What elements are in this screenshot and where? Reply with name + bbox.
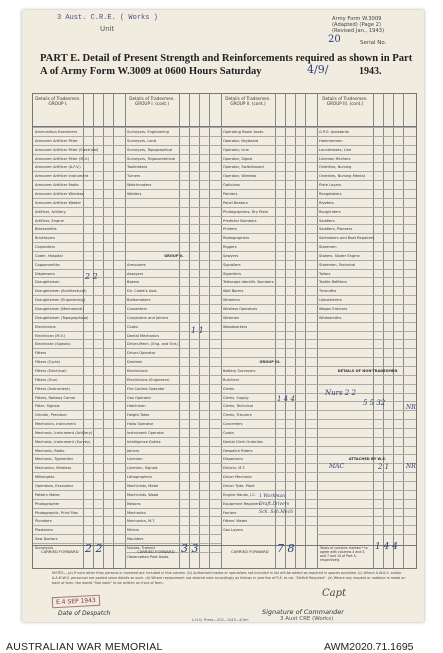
- row-label: Machinists, Metal: [127, 484, 159, 488]
- row-label: Operating Room Assts.: [223, 130, 265, 134]
- row-label: Saddlers: [319, 218, 335, 223]
- row-label: [221, 351, 223, 355]
- signature-label: Signature of Commander: [262, 608, 344, 616]
- row-label: [317, 537, 319, 541]
- row-label: Mechanic, Instrument (Artillery): [35, 430, 93, 435]
- row-label: [317, 351, 319, 355]
- row-label: Operator, Line: [223, 147, 249, 152]
- row-label: Mechanics: [127, 510, 146, 515]
- row-label: Artificer, Engine: [35, 218, 64, 223]
- ink-driver-mech: 1 1: [191, 326, 204, 335]
- row-label: [125, 210, 127, 214]
- row-label: Observation Post Assts.: [127, 554, 170, 559]
- row-label: Surveyors, Land: [127, 138, 157, 143]
- row-label: Clerks, Trisurers: [223, 413, 252, 418]
- row-label: Photographer: [35, 501, 60, 506]
- document-sheet: [22, 10, 424, 622]
- row-label: [125, 236, 127, 240]
- serial-label: Serial No.: [360, 40, 387, 46]
- row-label: Telescope Identifs. Numbers: [223, 280, 274, 285]
- row-label: Joiners: [127, 448, 140, 453]
- row-label: Riveters: [319, 200, 334, 205]
- row-label: Laundresses, Line: [319, 147, 352, 152]
- row-label: [317, 475, 319, 479]
- row-label: Stokers, Stoker Engine: [319, 253, 360, 258]
- row-label: Concreters: [223, 422, 243, 427]
- row-label: Dir. Cadet's Asst.: [127, 289, 158, 294]
- row-label: [317, 431, 319, 435]
- row-label: Coder, Hospital: [35, 253, 63, 258]
- ink-numbers: 5 5 32: [363, 399, 386, 407]
- row-label: Saddlers, Pioneers: [319, 227, 353, 232]
- row-label: GROUP II.: [164, 253, 184, 258]
- row-label: ATTACHED BY W.E.: [348, 457, 387, 462]
- row-label: Electrician (M.V.): [35, 333, 66, 338]
- row-label: Signallers: [223, 262, 241, 267]
- row-label: Draughtsmen: [35, 280, 60, 285]
- row-label: Carpenters: [127, 307, 147, 311]
- carried-forward-1: CARRIED FORWARD: [41, 549, 79, 554]
- year: 1943.: [359, 66, 382, 77]
- row-label: Instrument Operator: [127, 430, 165, 435]
- row-label: Bakers: [127, 280, 140, 285]
- form-ref-line3: (Revised Jan., 1943): [332, 28, 385, 34]
- row-label: Photographic, Print Plan: [35, 510, 79, 515]
- row-label: Assayers: [127, 271, 144, 276]
- row-label: [317, 404, 319, 408]
- row-label: Driver-Mech. (Eng. and Ord.): [127, 342, 179, 347]
- row-label: Tailors: [319, 271, 331, 276]
- row-label: Toolmakers: [127, 165, 148, 170]
- date-of-despatch-label: Date of Despatch: [58, 610, 111, 617]
- row-label: Dental Mechanics: [127, 333, 159, 338]
- row-label: Boilermakers: [127, 298, 151, 303]
- row-label: Draughtsmen (Topographical): [35, 315, 89, 320]
- row-label: Equipment Repairers: [223, 501, 261, 506]
- row-label: Clerks: [223, 386, 235, 391]
- row-label: Engine Hands, I.C.: [223, 492, 256, 497]
- table-row: [221, 525, 317, 534]
- row-label: Armourer Artificer Fitter (M.V.): [35, 156, 90, 161]
- row-label: Orderlies, Nursing Mental: [319, 174, 365, 179]
- row-label: Surveyors, Engineering: [127, 130, 169, 134]
- row-label: Dental Clerk Orderlies: [223, 439, 263, 444]
- row-label: Sigwriters: [223, 271, 241, 276]
- row-label: Despatch Riders: [223, 448, 253, 453]
- row-label: Ammunition Examiners: [35, 130, 77, 134]
- row-label: Roughriders: [319, 209, 341, 214]
- row-label: [317, 334, 319, 338]
- row-label: Masons: [127, 501, 141, 506]
- row-label: Operator, Switchboard: [223, 165, 264, 170]
- row-label: Driver-Operator: [127, 351, 156, 356]
- row-label: Storemen: [319, 245, 337, 250]
- ink-clerks: 1 4 4: [277, 395, 295, 403]
- row-label: Fitters (Gun): [35, 377, 58, 382]
- row-label: Wagon Erectors: [319, 307, 348, 311]
- row-label: Electrician (Signals): [35, 342, 71, 347]
- row-label: Welders: [127, 191, 142, 196]
- row-label: Electricians: [127, 368, 148, 373]
- row-label: [317, 325, 319, 329]
- row-label: Well Borers: [223, 289, 244, 294]
- page-title: PART E. Detail of Present Strength and Reinforcements required as shown in Part A of Army Form W.3009 at 0600 Hours Saturday: [40, 53, 413, 77]
- row-label: Dispensers: [35, 271, 55, 276]
- row-label: Turners: [127, 174, 141, 179]
- row-label: [317, 413, 319, 417]
- footer-accession-number: AWM2020.71.1695: [324, 641, 414, 653]
- row-label: Gas Layers: [223, 528, 243, 533]
- row-label: [317, 440, 319, 444]
- form-reference: [332, 16, 384, 34]
- row-label: Mechanic, Typewriter: [35, 457, 74, 462]
- col1-header: Details of Tradesmen. GROUP I.: [35, 96, 81, 106]
- row-label: [317, 493, 319, 497]
- row-label: Woodworkers: [223, 324, 248, 329]
- unit-value: 3 Aust. C.R.E. ( Works ): [57, 14, 158, 22]
- row-label: Storemen, Technical: [319, 262, 356, 267]
- row-label: Draimen: [127, 360, 143, 365]
- row-label: [317, 378, 319, 382]
- row-label: Pattern Maker: [35, 492, 61, 497]
- row-label: Coppersmiths: [35, 262, 60, 267]
- row-label: Fitters' Mates: [223, 519, 248, 524]
- row-label: [317, 502, 319, 506]
- ink-attached-label: MAC: [329, 463, 345, 470]
- table-row: [317, 534, 416, 543]
- carried-forward-3: CARRIED FORWARD: [231, 549, 269, 554]
- ink-nr-1: NR: [406, 404, 416, 411]
- printer-imprint: L.H.Q. Press—202—5/43—4/3m: [192, 618, 249, 622]
- row-label: Gas Operator: [127, 395, 152, 400]
- row-label: [317, 360, 319, 364]
- row-label: [125, 219, 127, 223]
- row-label: Mechanics, M.T.: [127, 519, 156, 524]
- row-label: Riggers: [223, 245, 237, 250]
- row-label: Lineman Hitchers: [319, 156, 351, 161]
- strength-table: [32, 93, 417, 569]
- row-label: Plate Layers: [319, 183, 342, 188]
- row-label: Radiographers: [223, 236, 250, 241]
- row-label: [317, 484, 319, 488]
- signature-handwritten: Capt: [322, 588, 347, 599]
- row-label: Clerks, Supply: [223, 395, 249, 400]
- row-label: Mechanics, Wireless: [35, 466, 72, 471]
- row-label: Butchers: [223, 377, 239, 382]
- row-label: G.P.O. Assistants: [319, 130, 349, 134]
- row-label: Hatchman: [127, 404, 146, 409]
- row-label: Linemen: [127, 457, 143, 462]
- row-label: Cooks: [127, 324, 138, 329]
- row-label: Linemen, Signals: [127, 466, 158, 471]
- carry-value-2: 3 3: [181, 542, 199, 555]
- row-label: Miners: [127, 528, 139, 533]
- row-label: Surveyors: [35, 545, 54, 550]
- row-label: Armourer Artificer (A.F.V.): [35, 165, 81, 170]
- row-label: DETAILS OF NON-TRADESMEN: [337, 368, 398, 373]
- ink-nr-2: NR: [406, 463, 416, 470]
- row-label: Carpenters: [35, 245, 55, 250]
- row-label: [125, 227, 127, 231]
- notes: NOTES.—(a) If such other than persons in involved are included in this column. (b) Authorised trades or specialists not included in list will be added as required in spaces provided. (c) Where A.W.A.S. and/or A.A.M.W.S. personnel are posted show details as such. (d) Where replacement not desired note accordingly as follows in yearline of R.E. to col. "Deficit Required". (e) Where any request or notation is made on back of form, the words "See back" to be written on front of form.: [52, 571, 406, 585]
- row-label: Wheelers: [223, 298, 240, 303]
- row-label: Armourers: [127, 262, 146, 267]
- row-label: Orderlies, Nursing: [319, 165, 352, 170]
- row-label: [317, 449, 319, 453]
- row-label: Armourer Artificer Radio: [35, 183, 79, 188]
- row-label: Electricians (Engineers): [127, 377, 170, 382]
- row-label: Operator, Signal: [223, 156, 253, 161]
- signature-unit: 3 Aust CRE (Works): [280, 616, 334, 622]
- ink-nurses: Nurs 2 2: [325, 389, 356, 397]
- totals-note: Totals of columns marked * to agree with columns 4 and 5, and 7 and 10 of Part A, respectively.: [320, 546, 368, 562]
- row-label: Carpenters and Joiners: [127, 315, 169, 320]
- row-label: Operator, Wireless: [223, 174, 257, 179]
- row-label: Printers: [223, 227, 237, 232]
- row-label: [317, 422, 319, 426]
- row-label: Dispensers: [223, 457, 243, 462]
- row-label: Draughtsmen (Architectural): [35, 289, 87, 294]
- date-stamp: E.4 SEP 1943: [52, 595, 100, 608]
- row-label: Hollo Operator: [127, 422, 154, 427]
- row-label: Fitters, Railway Carnal: [35, 395, 76, 400]
- row-label: Tinsmiths: [319, 289, 337, 294]
- ink-draughtsmen: 2 2: [85, 272, 98, 281]
- unit-label: Unit: [100, 25, 115, 33]
- row-label: [317, 342, 319, 346]
- row-label: Sawyers: [223, 253, 239, 258]
- row-label: Wiremen: [223, 315, 240, 320]
- ink-driver-mech-2: Draft.Drivers: [259, 502, 290, 507]
- row-label: Opticians: [223, 183, 240, 188]
- row-label: GROUP III.: [259, 360, 281, 365]
- row-label: Mechanics, Instrument: [35, 422, 76, 427]
- row-label: [125, 245, 127, 249]
- row-label: Upholsterers: [319, 298, 342, 303]
- row-label: Draughtsmen (Mechanical): [35, 307, 84, 311]
- row-label: Bricklayers: [35, 236, 55, 241]
- row-label: Armourer Artificer Wireless: [35, 191, 84, 196]
- row-label: Operators, Excavator: [35, 484, 74, 488]
- row-label: Battery Surveyors: [223, 368, 256, 373]
- row-label: Driver Mechanic: [223, 475, 253, 480]
- row-label: Wireless Operators: [223, 307, 258, 311]
- row-label: Watchmakers: [127, 183, 152, 188]
- row-label: Rangetakers: [319, 191, 342, 196]
- row-label: Millwrights: [35, 475, 55, 480]
- row-label: Grinder, Precision: [35, 413, 67, 418]
- row-label: Fitters (Instrument): [35, 386, 70, 391]
- row-label: Sailmakers and Boat Repairers: [319, 236, 375, 241]
- row-label: Draughtsmen (Engineering): [35, 298, 86, 303]
- row-label: Nurses, Trained: [127, 545, 155, 550]
- carry-value-4: 1 4 4: [375, 542, 398, 552]
- row-label: Clerks, Technical: [223, 404, 253, 409]
- row-label: Fitters (Electrical): [35, 368, 67, 373]
- row-label: Fire Control Operator: [127, 386, 165, 391]
- row-label: Photographers, Dry Plate: [223, 209, 269, 214]
- row-label: Operator, Keyboard: [223, 138, 259, 143]
- row-label: Drivers, M.T.: [223, 466, 246, 471]
- row-label: Predictor Numbers: [223, 218, 257, 223]
- row-label: Moulders: [127, 537, 144, 542]
- row-label: Fitter, Signals: [35, 404, 60, 409]
- row-label: Mechanic, Radio: [35, 448, 65, 453]
- row-label: [317, 466, 319, 470]
- row-label: Artificer, Artillery: [35, 209, 66, 214]
- row-label: Painters: [223, 191, 238, 196]
- row-label: Surveyors, Trigonometrical: [127, 156, 176, 161]
- row-label: Cooks: [223, 430, 234, 435]
- row-label: [221, 334, 223, 338]
- row-label: Fitters (Cycle): [35, 360, 60, 365]
- row-label: Armourer Artificer Fitter: [35, 138, 78, 143]
- col4-header: Details of Tradesmen. GROUP III. (cont.): [322, 96, 368, 106]
- row-label: Whitesmiths: [319, 315, 342, 320]
- date-handwritten: 4/9/: [307, 63, 329, 76]
- row-label: Hammermen: [319, 138, 343, 143]
- col3-header: Details of Tradesmen. GROUP II. (cont.): [225, 96, 271, 106]
- row-label: [317, 519, 319, 523]
- row-label: [317, 396, 319, 400]
- row-label: Armourer Artificer Instrument: [35, 174, 89, 179]
- col2-header: Details of Tradesmen. GROUP I. (cont.): [129, 96, 175, 106]
- row-label: Farriers: [223, 510, 237, 515]
- row-label: Intelligence Duties: [127, 439, 161, 444]
- row-label: [125, 201, 127, 205]
- row-label: Height Taker: [127, 413, 150, 418]
- ink-attached-value: 2 1: [378, 463, 390, 471]
- form-ref-line1: Army Form W.3009: [332, 16, 382, 22]
- row-label: Armourer Artificer Welder: [35, 200, 82, 205]
- row-label: Mechanic, Instrument (Survey): [35, 439, 91, 444]
- row-label: Driver Tpte. Plant: [223, 484, 255, 488]
- row-label: [317, 387, 319, 391]
- row-label: Blacksmiths: [35, 227, 57, 232]
- row-label: Surveyors, Topographical: [127, 147, 173, 152]
- carry-value-3: 7 8: [277, 542, 295, 555]
- row-label: Saw Doctors: [35, 537, 58, 542]
- row-label: Machinists, Wood: [127, 492, 159, 497]
- form-ref-line2: (Adapted) (Page 2): [332, 22, 381, 28]
- row-label: Plasterers: [35, 528, 53, 533]
- row-label: Lithographers: [127, 475, 152, 480]
- carry-value-1: 2 2: [85, 542, 103, 555]
- row-label: Electricians: [35, 324, 56, 329]
- row-label: Panel Beaters: [223, 200, 248, 205]
- row-label: [221, 342, 223, 346]
- ink-driver-mech-1: 1 Workman: [259, 494, 286, 499]
- row-label: [317, 511, 319, 515]
- row-label: Textile Refitters: [319, 280, 347, 285]
- ink-driver-mech-3: Sch. Sch.Mech: [259, 510, 293, 515]
- row-label: Fitters: [35, 351, 47, 356]
- row-label: Armourer Artificer Fitter (Electrical): [35, 147, 99, 152]
- serial-value: 20: [328, 34, 341, 45]
- row-label: [317, 528, 319, 532]
- footer-institution: AUSTRALIAN WAR MEMORIAL: [6, 641, 163, 653]
- row-label: Plumbers: [35, 519, 52, 524]
- carried-forward-2: CARRIED FORWARD: [137, 549, 175, 554]
